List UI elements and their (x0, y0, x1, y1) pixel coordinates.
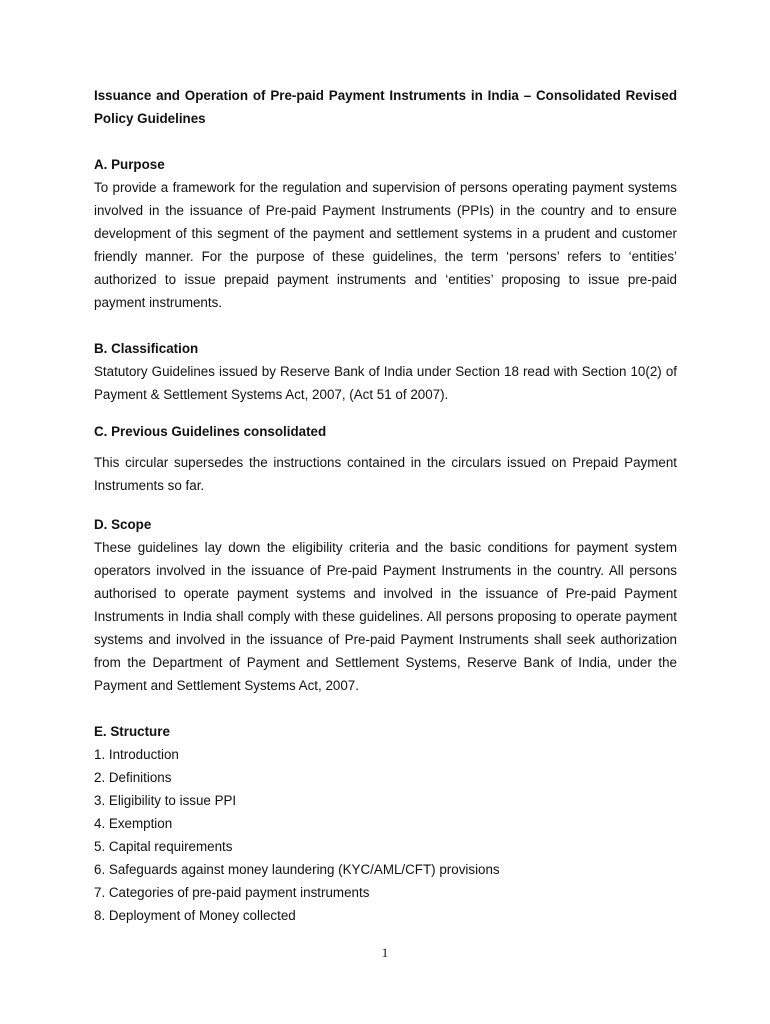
page-number: 1 (381, 945, 389, 960)
section-text-classification: Statutory Guidelines issued by Reserve Bank of India under Section 18 read with Section 10(2) of Payment & Settlement Systems Act, 2007, (Act 51 of 2007). (94, 364, 677, 402)
section-text-scope: These guidelines lay down the eligibility criteria and the basic conditions for payment system operators involved in the issuance of Pre-paid Payment Instruments in the country. All persons authorised to operate payment systems and involved in the issuance of Pre-paid Payment Instruments in India shall comply with these guidelines. All persons proposing to operate payment systems and involved in the issuance of Pre-paid Payment Instruments shall seek authorization from the Department of Payment and Settlement Systems, Reserve Bank of India, under the Payment and Settlement Systems Act, 2007. (94, 540, 677, 693)
section-classification (94, 337, 677, 406)
section-text-purpose: To provide a framework for the regulation and supervision of persons operating payment systems involved in the issuance of Pre-paid Payment Instruments (PPIs) in the country and to ensure development of this segment of the payment and settlement systems in a prudent and customer friendly manner. For the purpose of these guidelines, the term ‘persons’ refers to ‘entities’ authorized to issue prepaid payment instruments and ‘entities’ proposing to issue pre-paid payment instruments. (94, 180, 677, 310)
document-title: Issuance and Operation of Pre-paid Payment Instruments in India – Consolidated Revised Policy Guidelines (94, 88, 677, 126)
section-heading-classification: B. Classification (94, 341, 199, 356)
structure-list (94, 743, 677, 927)
list-item: 2. Definitions (94, 770, 172, 785)
section-heading-scope: D. Scope (94, 517, 152, 532)
list-item: 4. Exemption (94, 816, 173, 831)
list-item: 5. Capital requirements (94, 839, 233, 854)
section-scope (94, 513, 677, 697)
section-heading-structure: E. Structure (94, 724, 170, 739)
section-previous-guidelines (94, 420, 677, 497)
section-purpose (94, 153, 677, 314)
list-item: 1. Introduction (94, 747, 179, 762)
document-page (94, 84, 677, 927)
list-item: 8. Deployment of Money collected (94, 908, 296, 923)
section-heading-purpose: A. Purpose (94, 157, 165, 172)
list-item: 3. Eligibility to issue PPI (94, 793, 237, 808)
section-text-previous-guidelines: This circular supersedes the instructions contained in the circulars issued on Prepaid Payment Instruments so far. (94, 455, 677, 493)
section-heading-previous-guidelines: C. Previous Guidelines consolidated (94, 424, 327, 439)
section-structure (94, 720, 677, 927)
list-item: 6. Safeguards against money laundering (KYC/AML/CFT) provisions (94, 862, 500, 877)
list-item: 7. Categories of pre-paid payment instruments (94, 885, 370, 900)
